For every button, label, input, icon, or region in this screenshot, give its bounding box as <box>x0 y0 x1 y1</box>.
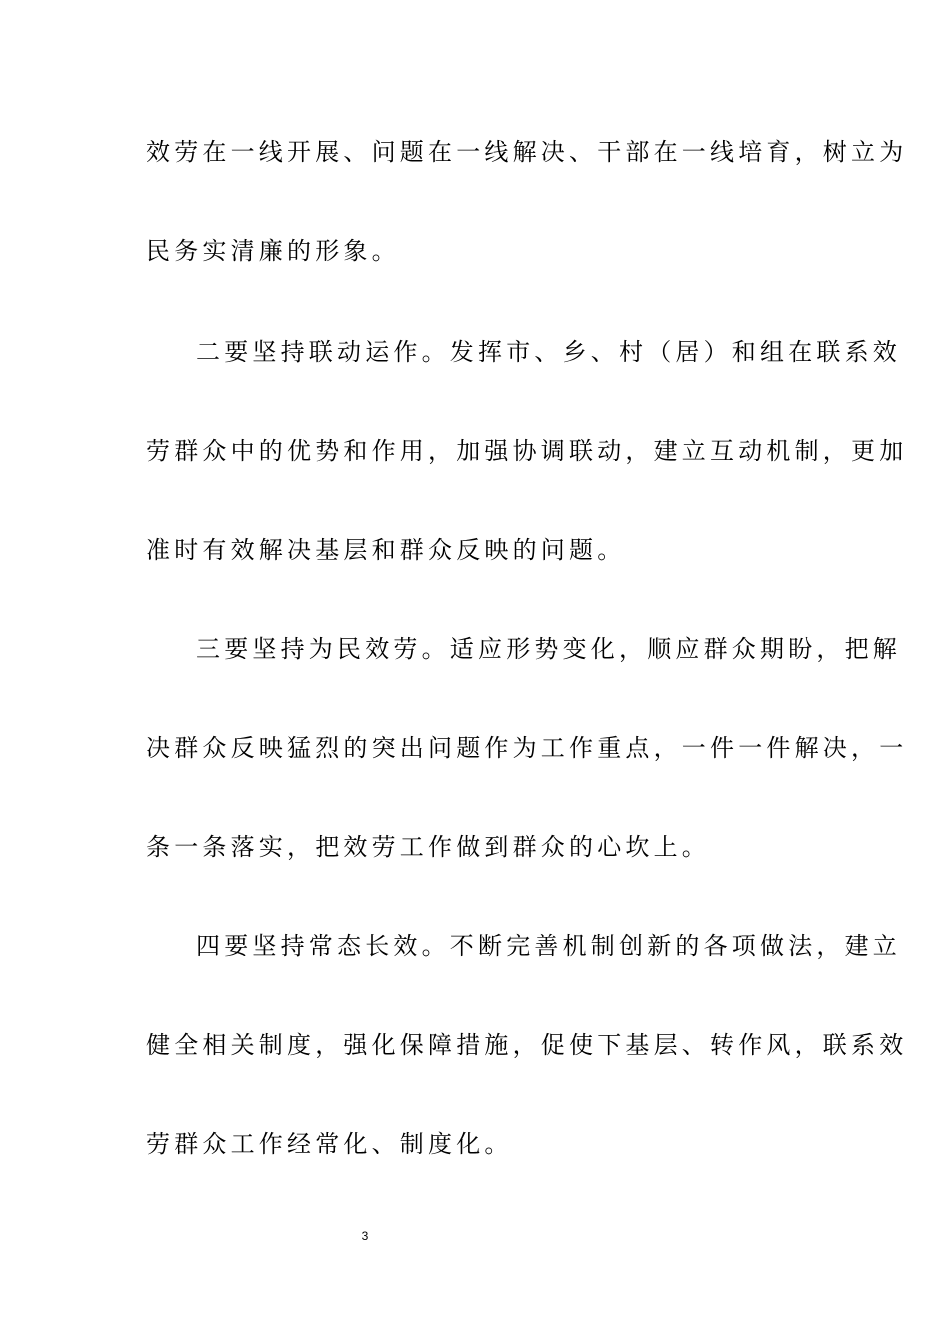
text-line-8: 条一条落实，把效劳工作做到群众的心坎上。 <box>146 833 710 861</box>
text-line-6: 三要坚持为民效劳。适应形势变化，顺应群众期盼，把解 <box>196 635 901 663</box>
text-line-7: 决群众反映猛烈的突出问题作为工作重点，一件一件解决，一 <box>146 734 908 762</box>
text-line-4: 劳群众中的优势和作用，加强协调联动，建立互动机制，更加 <box>146 437 908 465</box>
text-line-11: 劳群众工作经常化、制度化。 <box>146 1130 513 1158</box>
page-number: 3 <box>361 1229 369 1243</box>
text-line-3: 二要坚持联动运作。发挥市、乡、村（居）和组在联系效 <box>196 338 901 366</box>
text-line-9: 四要坚持常态长效。不断完善机制创新的各项做法，建立 <box>196 932 901 960</box>
text-line-10: 健全相关制度，强化保障措施，促使下基层、转作风，联系效 <box>146 1031 908 1059</box>
text-line-5: 准时有效解决基层和群众反映的问题。 <box>146 536 626 564</box>
text-line-2: 民务实清廉的形象。 <box>146 237 400 265</box>
text-line-1: 效劳在一线开展、问题在一线解决、干部在一线培育，树立为 <box>146 138 908 166</box>
